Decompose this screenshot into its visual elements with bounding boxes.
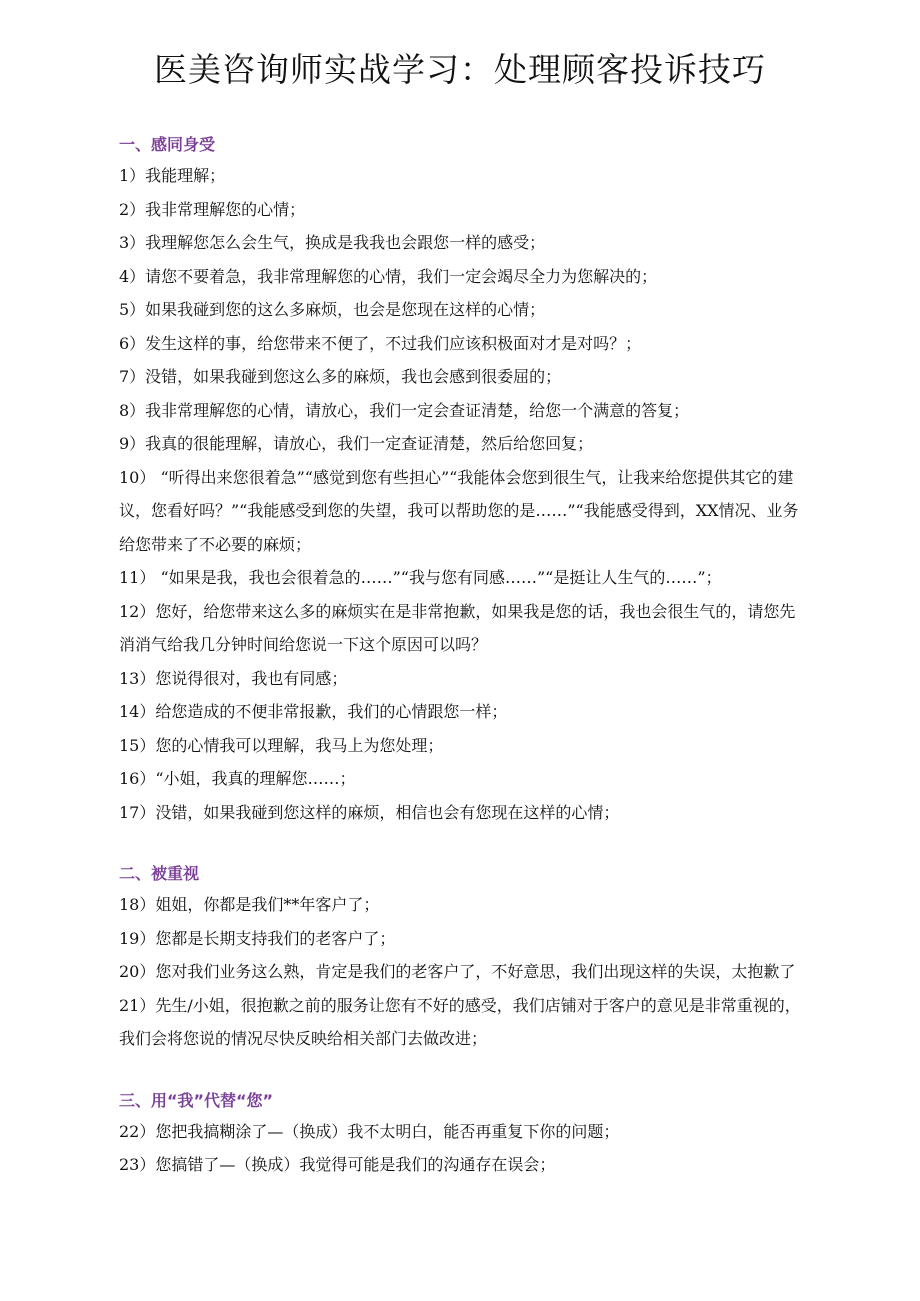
section-valued: [119, 859, 809, 1056]
list-item: 11） “如果是我，我也会很着急的……”“我与您有同感……”“是挺让人生气的……”；: [119, 568, 722, 587]
list-item: 13）您说得很对，我也有同感；: [119, 668, 348, 688]
list-item: 12）您好，给您带来这么多的麻烦实在是非常抱歉，如果我是您的话，我也会很生气的，请您先消消气给我几分钟时间给您说一下这个原因可以吗？: [119, 601, 796, 654]
section-heading: 一、感同身受: [119, 135, 216, 154]
list-item: 6）发生这样的事，给您带来不便了，不过我们应该积极面对才是对吗？；: [119, 333, 642, 353]
list-item: 10） “听得出来您很着急”“感觉到您有些担心”“我能体会您到很生气，让我来给您提供其它的建议，您看好吗？”“我能感受到您的失望，我可以帮助您的是……”“我能感受得到，XX情况、业务给您带来了不必要的麻烦；: [119, 467, 799, 554]
list-item: 16）“小姐，我真的理解您……；: [119, 769, 356, 788]
list-item: 14）给您造成的不便非常报歉，我们的心情跟您一样；: [119, 702, 508, 721]
list-item: 22）您把我搞糊涂了—（换成）我不太明白，能否再重复下你的问题；: [119, 1121, 620, 1141]
list-item: 2）我非常理解您的心情；: [119, 199, 306, 219]
list-item: 21）先生/小姐，很抱歉之前的服务让您有不好的感受，我们店铺对于客户的意见是非常重视的，我们会将您说的情况尽快反映给相关部门去做改进；: [119, 995, 801, 1048]
document-title: 医美咨询师实战学习：处理顾客投诉技巧: [154, 50, 766, 89]
list-item: 17）没错，如果我碰到您这样的麻烦，相信也会有您现在这样的心情；: [119, 802, 620, 822]
document-body: [119, 130, 809, 1182]
list-item: 19）您都是长期支持我们的老客户了；: [119, 928, 396, 948]
list-item: 23）您搞错了—（换成）我觉得可能是我们的沟通存在误会；: [119, 1155, 556, 1174]
list-item: 18）姐姐，你都是我们**年客户了；: [119, 895, 380, 914]
list-item: 3）我理解您怎么会生气，换成是我我也会跟您一样的感受；: [119, 233, 546, 252]
section-empathy: [119, 130, 809, 829]
list-item: 4）请您不要着急，我非常理解您的心情，我们一定会竭尽全力为您解决的；: [119, 266, 658, 286]
section-i-instead-of-you: [119, 1086, 809, 1182]
list-item: 1）我能理解；: [119, 166, 226, 185]
list-item: 20）您对我们业务这么熟，肯定是我们的老客户了，不好意思，我们出现这样的失误，太抱歉了: [119, 962, 796, 981]
list-item: 5）如果我碰到您的这么多麻烦，也会是您现在这样的心情；: [119, 300, 546, 319]
list-item: 8）我非常理解您的心情，请放心，我们一定会查证清楚，给您一个满意的答复；: [119, 400, 690, 420]
section-heading: 三、用“我”代替“您”: [119, 1090, 274, 1110]
list-item: 7）没错，如果我碰到您这么多的麻烦，我也会感到很委屈的；: [119, 367, 562, 386]
section-heading: 二、被重视: [119, 864, 200, 883]
list-item: 9）我真的很能理解，请放心，我们一定查证清楚，然后给您回复；: [119, 434, 594, 453]
list-item: 15）您的心情我可以理解，我马上为您处理；: [119, 735, 444, 755]
